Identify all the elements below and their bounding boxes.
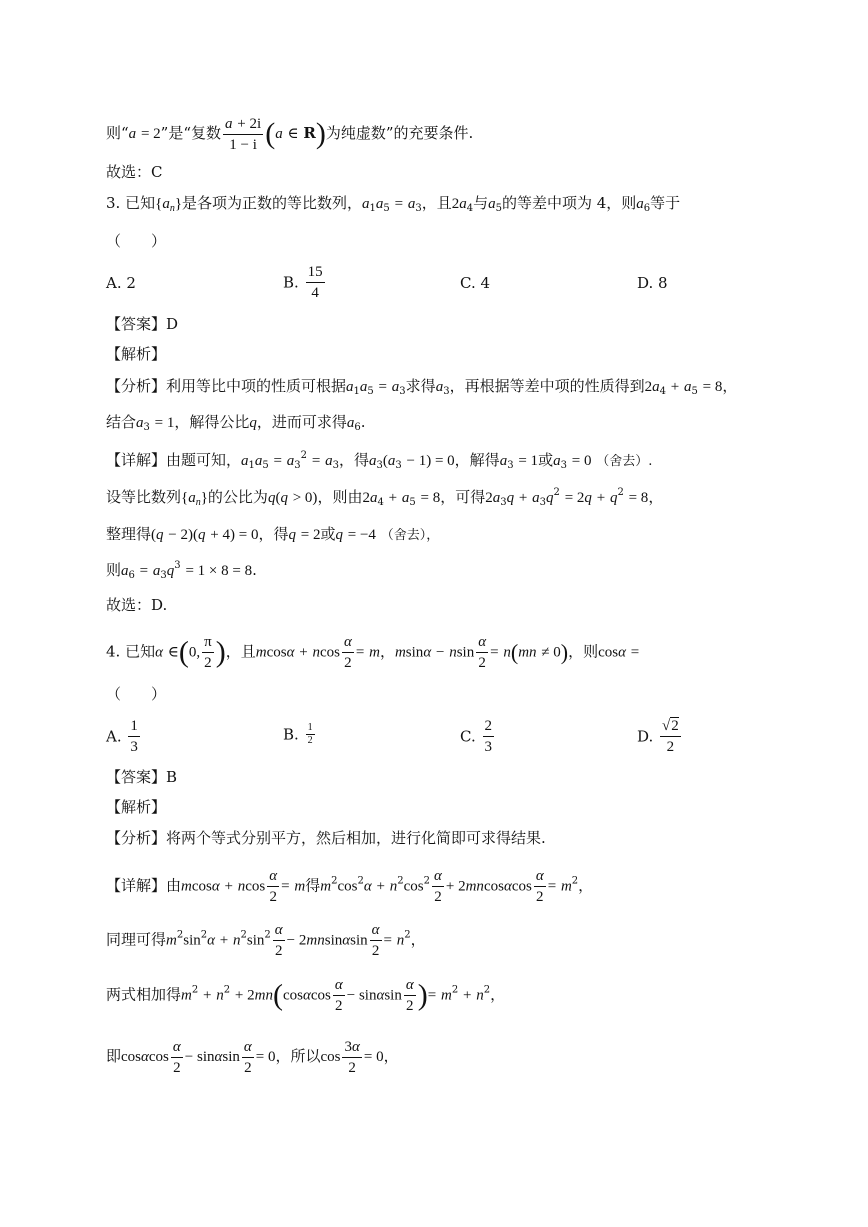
text-line: 【详解】由mcosα + ncos $\frac{\alpha}{2}$ = m得$m^2\cos^2\alpha + n^2\cos^2$ $\frac{\alpha}{2}$ + 2mncosαcos $\frac{\alpha}{2}$ = $m^2$， — [106, 868, 594, 905]
analysis-label: 【解析】 — [106, 798, 167, 816]
text-line: 故选：D. — [106, 596, 168, 614]
text-line: 【分析】利用等比中项的性质可根据$a_1a_5 = a_3$求得$a_3$，再根据等差中项的性质得到$2a_4 + a_5 = 8$， — [106, 377, 738, 397]
analysis-label: 【解析】 — [106, 345, 167, 363]
fraction: $\frac{a + 2i}{1 - i}$ — [223, 113, 263, 155]
answer-paren: （ ） — [106, 685, 167, 703]
option-a: A. $\frac{1}{3}$ — [106, 718, 138, 755]
option-d: D. 8 — [637, 274, 668, 292]
text-line: 即cosαcos $\frac{\alpha}{2}$ − sinαsin $\frac{\alpha}{2}$ = 0，所以cos $\frac{3\alpha}{2}$ = 0， — [106, 1036, 399, 1078]
text-line: 设等比数列$\{a_n\}$的公比为q(q > 0)，则由$2a_4 + a_5 = 8$，可得$2a_3q + a_3q^2 = 2q + q^2 = 8$， — [106, 487, 664, 508]
answer-label: 【答案】B — [106, 768, 178, 786]
option-d: D. $\frac{√2}{2}$ — [637, 718, 679, 755]
option-a: A. 2 — [106, 274, 136, 292]
question-4-stem: 4. 已知α ∈(0, $\frac{\pi}{2}$ )，且mcosα + ncos $\frac{\alpha}{2}$ = m，msinα − nsin $\frac{\alpha}{2}$ = n(mn ≠ 0)，则cosα = — [106, 634, 640, 671]
answer-paren: （ ） — [106, 232, 167, 250]
text-line: 同理可得$m^2\sin^2\alpha + n^2\sin^2$ $\frac{\alpha}{2}$ − 2mnsinαsin $\frac{\alpha}{2}$ = $n^2$， — [106, 922, 426, 959]
text-line: 整理得(q − 2)(q + 4) = 0，得q = 2或q = −4 （舍去）， — [106, 525, 440, 543]
option-c: C. $\frac{2}{3}$ — [460, 718, 492, 755]
question-3-stem: 3. 已知$\{a_n\}$是各项为正数的等比数列，$a_1a_5 = a_3$，且$2a_4$与$a_5$的等差中项为 4，则$a_6$等于 — [106, 194, 681, 214]
text-line: 故选：C — [106, 163, 163, 181]
text-line: 【详解】由题可知，$a_1a_5 = a_3^2 = a_3$，得$a_3(a_3 - 1) = 0$，解得$a_3 = 1$或$a_3 = 0$ （舍去）. — [106, 450, 653, 471]
option-b: B. $\frac{15}{4}$ — [283, 264, 323, 301]
option-c: C. 4 — [460, 274, 491, 292]
text-line: 则$a_6 = a_3q^3 = 1 \times 8 = 8$. — [106, 560, 257, 581]
text-line: 则“a = 2”是“复数 $\frac{a + 2i}{1 - i}$ (a ∈ R)为纯虚数”的充要条件. — [106, 113, 473, 155]
option-b: B. $\frac{1}{2}$ — [283, 722, 313, 746]
answer-label: 【答案】D — [106, 315, 179, 333]
text-line: 结合$a_3 = 1$，解得公比q，进而可求得$a_6$. — [106, 413, 366, 433]
text-line: 两式相加得$m^2 + n^2 + 2mn(\cos\alpha\cos$ $\frac{\alpha}{2}$ − sinαsin $\frac{\alpha}{2}$ )= $m^2 + n^2$， — [106, 977, 506, 1014]
text-line: 【分析】将两个等式分别平方，然后相加，进行化简即可求得结果. — [106, 829, 546, 847]
